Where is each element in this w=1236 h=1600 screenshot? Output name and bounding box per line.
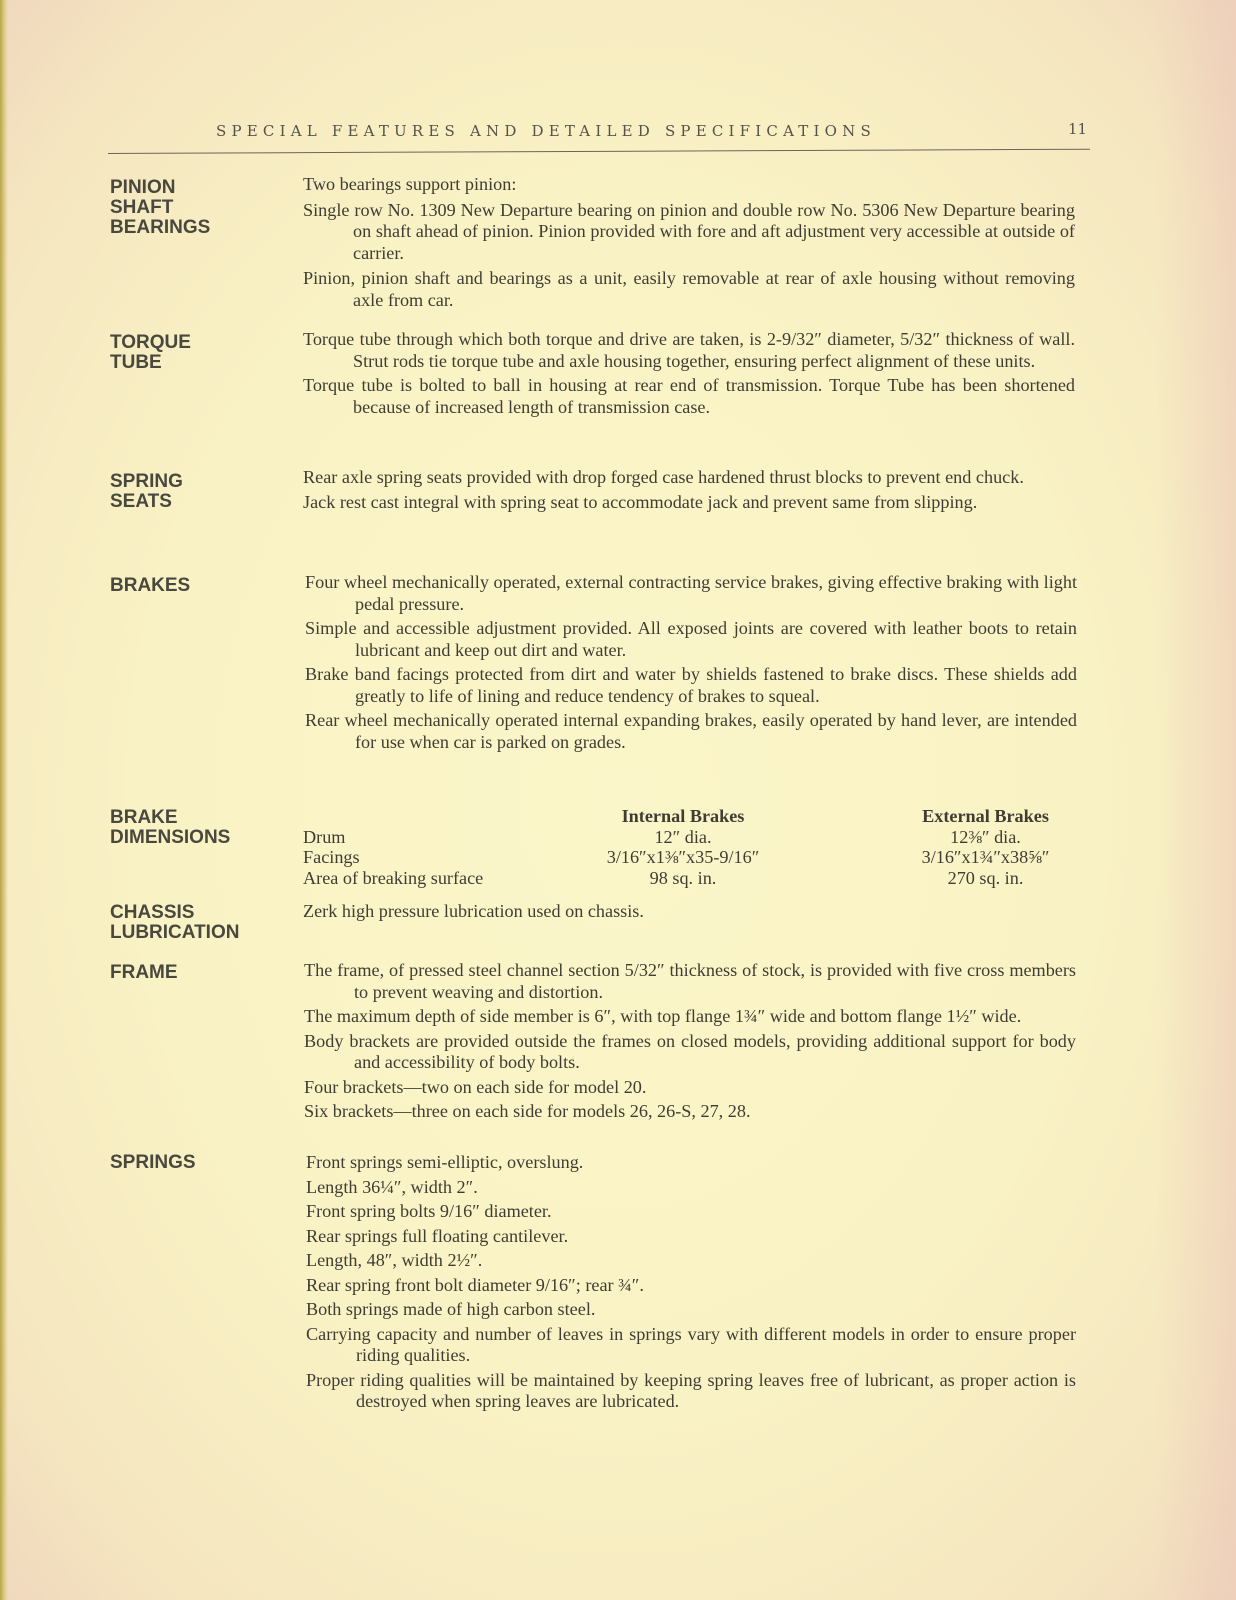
paragraph: Zerk high pressure lubrication used on chassis. [303,901,644,921]
section-body [303,901,1075,928]
running-title: SPECIAL FEATURES AND DETAILED SPECIFICATIONS [216,122,876,140]
paragraph: Carrying capacity and number of leaves in springs vary with different models in order to ensure proper riding qualities. [306,1323,1076,1365]
paragraph: Length, 48″, width 2½″. [306,1250,483,1270]
cell-internal: 98 sq. in. [649,867,717,888]
label-line: CHASSIS [110,902,195,923]
section-label [110,963,290,983]
label-line: BEARINGS [110,217,211,238]
label-line: PINION [110,177,176,198]
section-body [306,1152,1076,1416]
table-header-row [303,806,1093,827]
brake-dimensions-table [303,806,1093,888]
paragraph: Front spring bolts 9/16″ diameter. [306,1201,552,1221]
paragraph: Length 36¼″, width 2″. [306,1176,478,1197]
label-line: DIMENSIONS [110,827,231,848]
section-body [304,960,1076,1126]
cell-internal: 12″ dia. [654,826,712,847]
section-label [110,808,290,848]
label-line: TUBE [110,352,162,373]
section-label [110,903,290,943]
section-label [110,576,290,596]
section-label [110,472,290,512]
label-line: BRAKE [110,807,178,828]
table-row [303,847,1093,868]
label-line: SEATS [110,491,172,512]
paragraph: Rear spring front bolt diameter 9/16″; rear ¾″. [306,1274,644,1295]
cell-external: 12⅜″ dia. [950,826,1021,847]
row-label: Area of breaking surface [303,867,484,888]
paragraph: Both springs made of high carbon steel. [306,1299,596,1319]
label-line: BRAKES [110,575,191,596]
header-rule [108,149,1090,154]
label-line: LUBRICATION [110,922,240,943]
table-row [303,868,1093,889]
section-label [110,178,290,238]
label-line: TORQUE [110,332,191,353]
label-line: SHAFT [110,197,174,218]
section-label [110,333,290,373]
label-line: SPRINGS [110,1152,196,1173]
paragraph: Six brackets—three on each side for models 26, 26-S, 27, 28. [304,1101,751,1121]
cell-internal: 3/16″x1⅜″x35-9/16″ [606,847,760,867]
paragraph: Simple and accessible adjustment provided. All exposed joints are covered with leather boots to retain lubricant and keep out dirt and water. [305,618,1077,660]
cell-external: 270 sq. in. [947,867,1024,888]
paragraph: Pinion, pinion shaft and bearings as a unit, easily removable at rear of axle housing without removing axle from car. [303,268,1075,310]
paragraph: Single row No. 1309 New Departure bearing on pinion and double row No. 5306 New Departure bearing on shaft ahead of pinion. Pinion provided with fore and aft adjustment very accessible at outside of carrier. [303,199,1075,263]
paragraph: Torque tube is bolted to ball in housing at rear end of transmission. Torque Tube has been shortened because of increased length of transmission case. [303,375,1075,417]
section-label [110,1153,290,1173]
paragraph: Proper riding qualities will be maintained by keeping spring leaves free of lubricant, as proper action is destroyed when spring leaves are lubricated. [306,1369,1076,1411]
paragraph: Rear wheel mechanically operated internal expanding brakes, easily operated by hand lever, are intended for use when car is parked on grades. [305,710,1077,752]
label-line: SPRING [110,471,183,492]
paragraph: The frame, of pressed steel channel section 5/32″ thickness of stock, is provided with five cross members to prevent weaving and distortion. [304,960,1076,1002]
label-line: FRAME [110,962,178,983]
section-body [303,329,1075,421]
paragraph: Brake band facings protected from dirt and water by shields fastened to brake discs. These shields add greatly to life of lining and reduce tendency of brakes to squeal. [305,664,1077,706]
row-label: Drum [303,826,346,847]
section-body [303,467,1075,516]
paragraph: The maximum depth of side member is 6″, with top flange 1¾″ wide and bottom flange 1½″ wide. [304,1006,1022,1026]
section-body [305,572,1077,756]
section-body [303,174,1075,314]
paragraph: Rear axle spring seats provided with drop forged case hardened thrust blocks to prevent end chuck. [303,467,1024,487]
paragraph: Jack rest cast integral with spring seat to accommodate jack and prevent same from slipping. [303,491,978,512]
header-cell-external-brakes: External Brakes [922,806,1049,826]
header-cell-internal-brakes: Internal Brakes [621,806,745,826]
row-label: Facings [303,847,360,867]
paragraph: Four brackets—two on each side for model 20. [304,1076,647,1097]
table-row [303,827,1093,848]
paragraph: Two bearings support pinion: [303,174,517,194]
paragraph: Four wheel mechanically operated, external contracting service brakes, giving effective braking with light pedal pressure. [305,572,1077,614]
paragraph: Front springs semi-elliptic, overslung. [306,1152,584,1172]
cell-external: 3/16″x1¾″x38⅝″ [921,847,1050,867]
page-number: 11 [1068,120,1088,138]
paragraph: Torque tube through which both torque and drive are taken, is 2-9/32″ diameter, 5/32″ thickness of wall. Strut rods tie torque tube and axle housing together, ensuring perfect alignment of these units. [303,329,1075,371]
paragraph: Body brackets are provided outside the frames on closed models, providing additional support for body and accessibility of body bolts. [304,1030,1076,1072]
paragraph: Rear springs full floating cantilever. [306,1225,569,1246]
